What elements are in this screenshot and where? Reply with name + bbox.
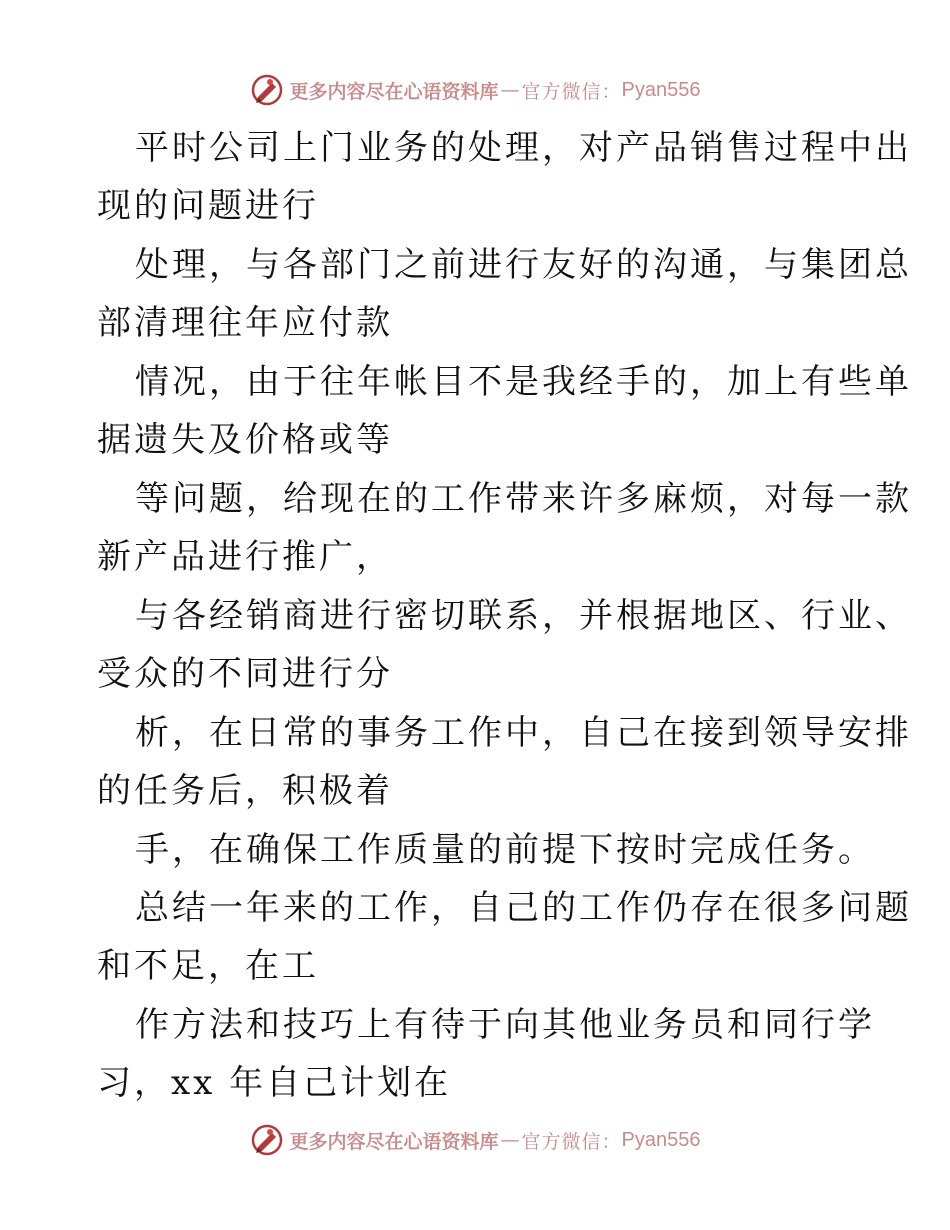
text-line: 作方法和技巧上有待于向其他业务员和同行学 — [135, 1005, 875, 1045]
text-line: 与各经销商进行密切联系，并根据地区、行业、 — [135, 596, 912, 636]
text-line: 部清理往年应付款 — [97, 303, 393, 343]
header-dash: — — [500, 79, 520, 101]
header-brand-text: 更多内容尽在心语资料库 — [289, 80, 499, 103]
text-line: 受众的不同进行分 — [97, 654, 393, 694]
text-line: 等问题，给现在的工作带来许多麻烦，对每一款 — [135, 479, 912, 519]
text-line: 和不足，在工 — [97, 946, 319, 986]
pen-logo-icon — [250, 1123, 284, 1157]
header-wechat-id: Pyan556 — [621, 78, 701, 101]
header-wechat-label: 官方微信： — [521, 80, 622, 103]
footer-banner — [0, 1120, 950, 1160]
text-line: 平时公司上门业务的处理，对产品销售过程中出 — [135, 128, 912, 168]
text-line: 现的问题进行 — [97, 186, 319, 226]
text-line: 手，在确保工作质量的前提下按时完成任务。 — [135, 830, 875, 870]
footer-wechat-label: 官方微信： — [521, 1130, 622, 1153]
text-line: 的任务后，积极着 — [97, 771, 393, 811]
footer-brand-text: 更多内容尽在心语资料库 — [289, 1130, 499, 1153]
text-line: 据遗失及价格或等 — [97, 420, 393, 460]
text-line: 析，在日常的事务工作中，自己在接到领导安排 — [135, 713, 912, 753]
text-line: 处理，与各部门之前进行友好的沟通，与集团总 — [135, 245, 912, 285]
footer-dash: — — [500, 1129, 520, 1151]
footer-wechat-id: Pyan556 — [621, 1128, 701, 1151]
text-line: 新产品进行推广， — [97, 537, 393, 577]
text-line: 总结一年来的工作，自己的工作仍存在很多问题 — [135, 888, 912, 928]
text-line: 习，xx 年自己计划在 — [97, 1063, 452, 1103]
text-line: 情况，由于往年帐目不是我经手的，加上有些单 — [135, 362, 912, 402]
